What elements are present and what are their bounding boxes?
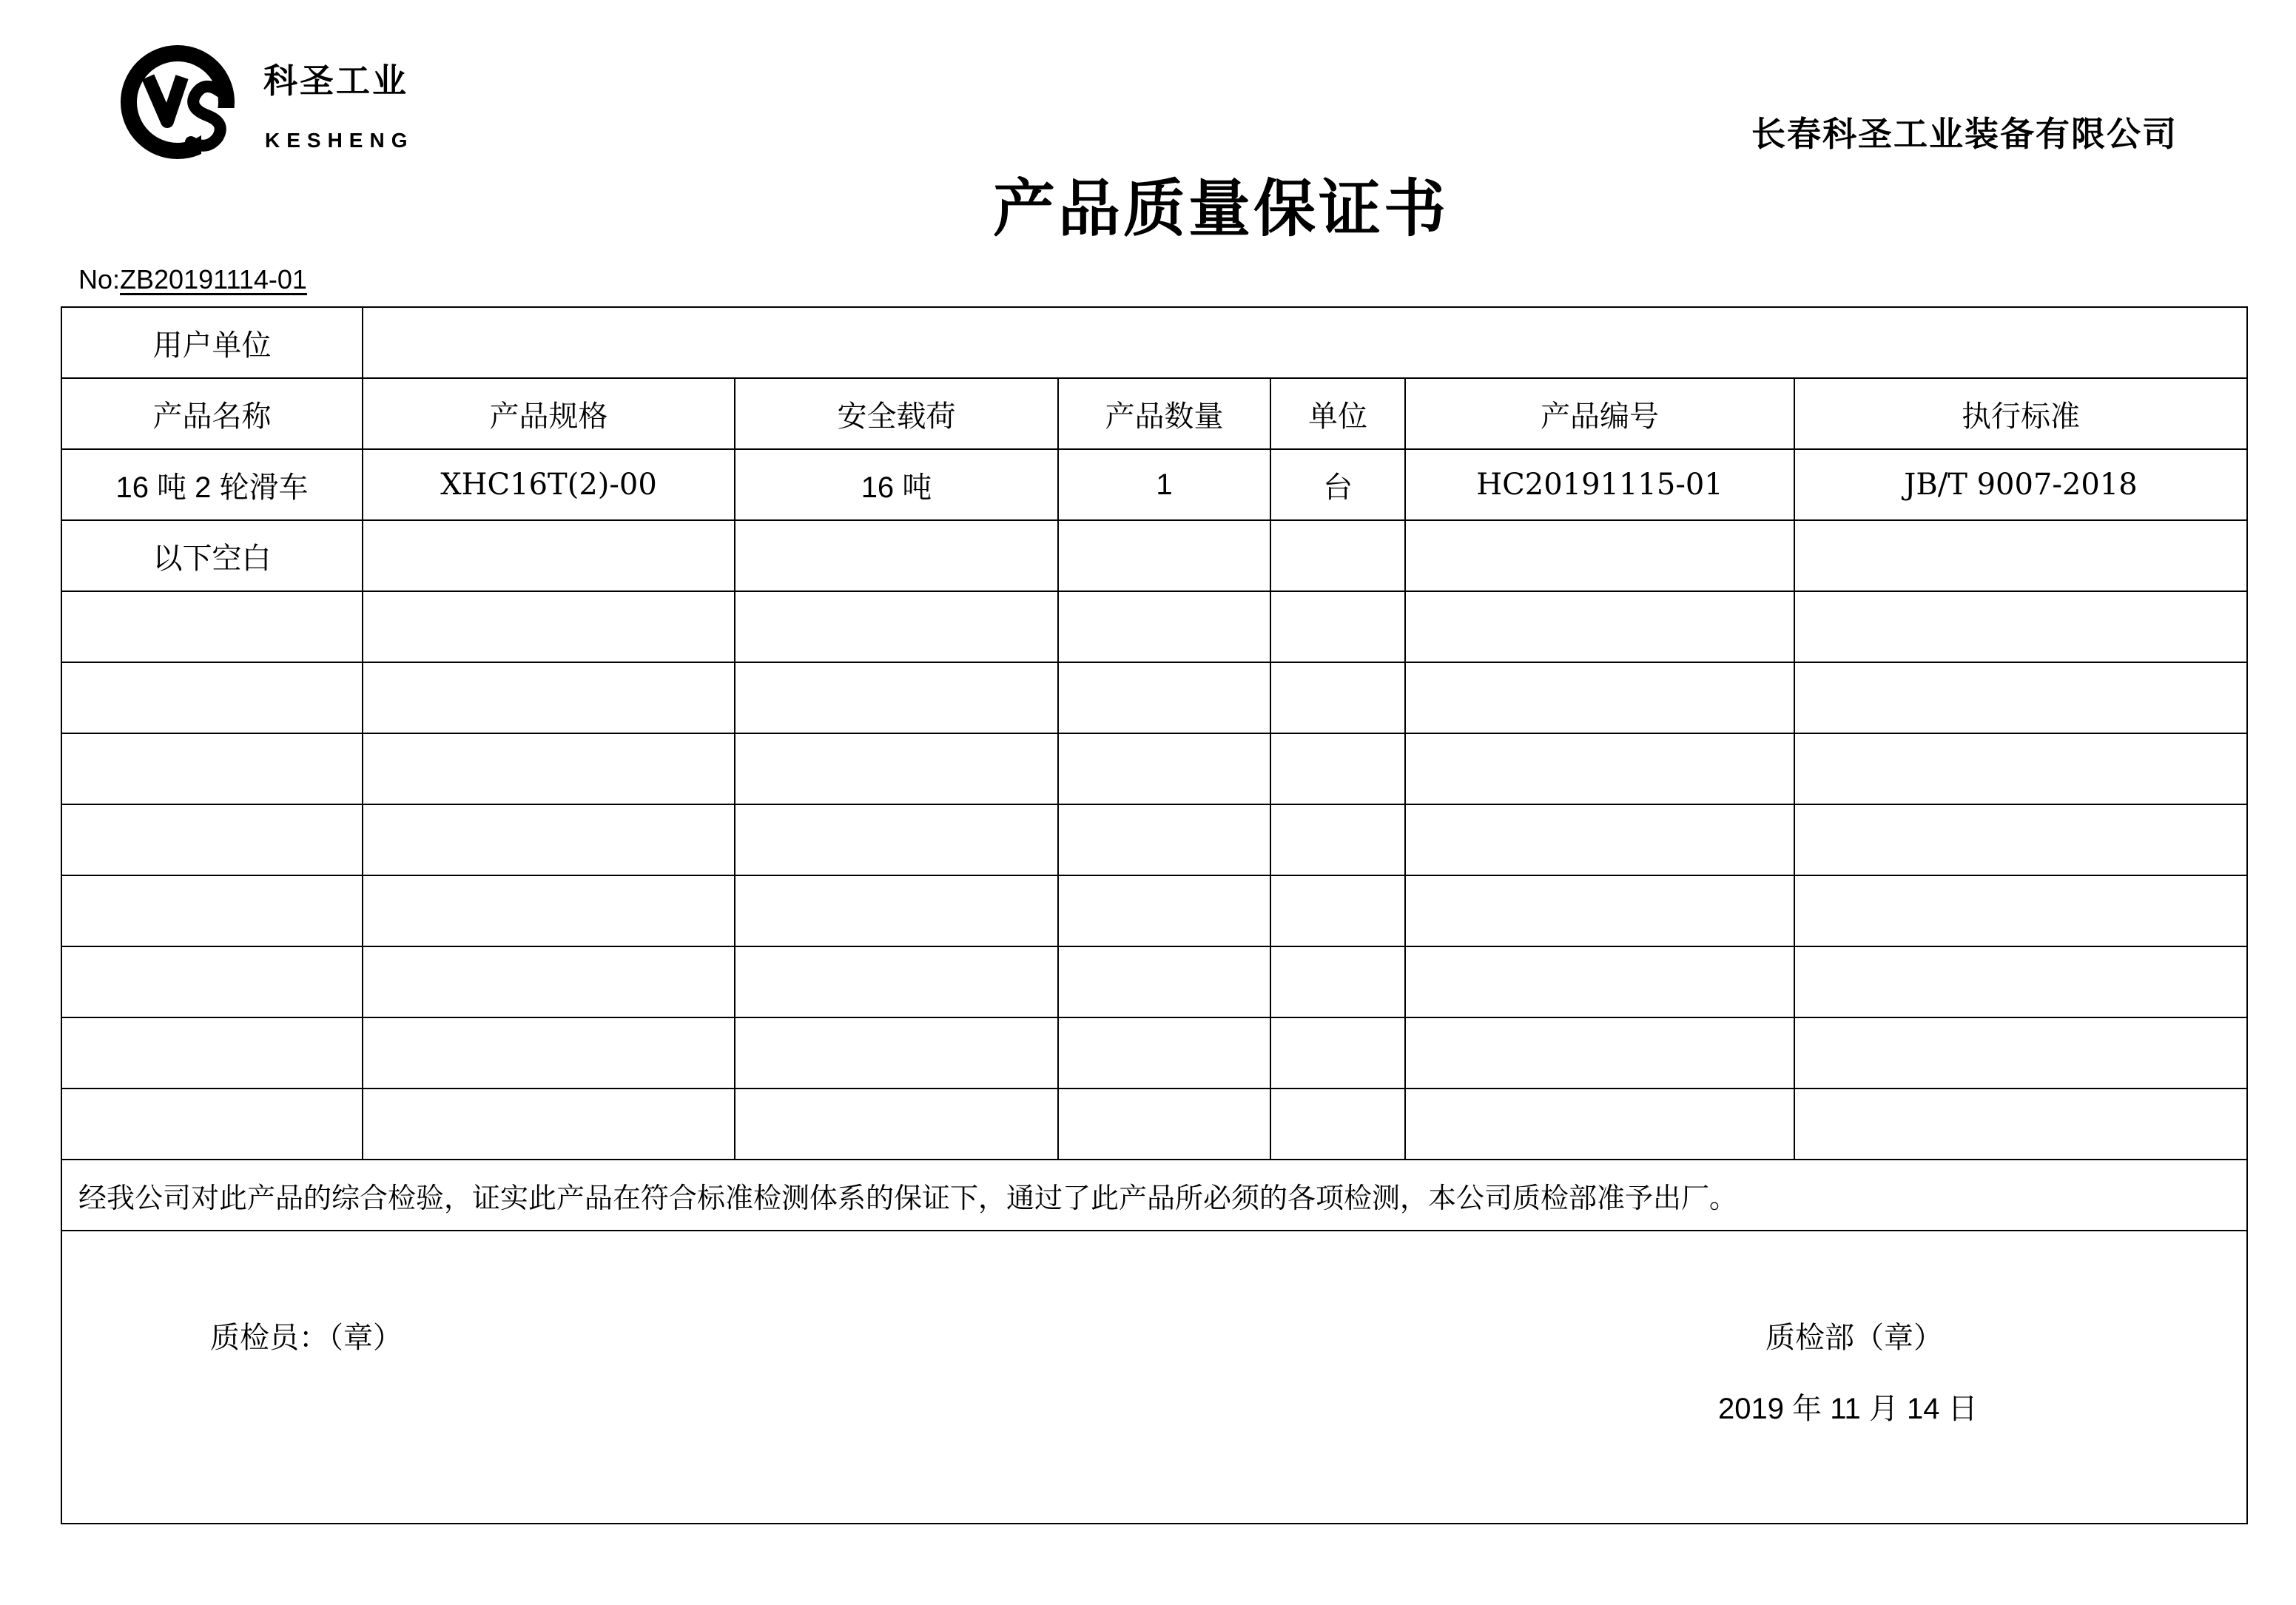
document-number (78, 266, 307, 293)
safe-load-cell (735, 875, 1058, 946)
unit-cell (1270, 662, 1405, 733)
product-number-cell (1405, 946, 1794, 1017)
table-row (61, 946, 2247, 1017)
standard-cell (1794, 662, 2247, 733)
document-number-label: No: (78, 264, 121, 295)
quantity-cell (1058, 946, 1270, 1017)
quality-certificate-table (61, 306, 2248, 1524)
quantity-cell (1058, 1017, 1270, 1088)
product-name-cell (61, 1088, 363, 1160)
column-header: 安全载荷 (735, 378, 1058, 449)
product-name-cell (61, 875, 363, 946)
company-name: 长春科圣工业装备有限公司 (1751, 115, 2178, 153)
product-number-cell (1405, 804, 1794, 875)
unit-cell (1270, 733, 1405, 804)
column-header: 产品规格 (363, 378, 735, 449)
product-spec-cell (363, 1088, 735, 1160)
product-number-cell: HC20191115-01 (1405, 449, 1794, 520)
brand-name-en: KESHENG (265, 129, 414, 152)
column-header: 产品名称 (61, 378, 363, 449)
product-name-cell (61, 591, 363, 662)
product-spec-cell (363, 662, 735, 733)
quantity-cell (1058, 733, 1270, 804)
quantity-cell (1058, 591, 1270, 662)
quantity-cell (1058, 662, 1270, 733)
quantity-cell (1058, 875, 1270, 946)
standard-cell (1794, 733, 2247, 804)
product-spec-cell (363, 520, 735, 591)
quantity-cell (1058, 804, 1270, 875)
column-header: 产品数量 (1058, 378, 1270, 449)
standard-cell (1794, 1017, 2247, 1088)
safe-load-cell (735, 662, 1058, 733)
unit-cell (1270, 875, 1405, 946)
safe-load-cell (735, 804, 1058, 875)
product-number-cell (1405, 1017, 1794, 1088)
inspector-signature-label: 质检员：（章） (210, 1321, 403, 1355)
signature-area (61, 1231, 2247, 1524)
product-spec-cell (363, 591, 735, 662)
product-name-cell (61, 733, 363, 804)
product-number-cell (1405, 1088, 1794, 1160)
table-row (61, 520, 2247, 591)
column-header: 单位 (1270, 378, 1405, 449)
product-number-cell (1405, 662, 1794, 733)
product-spec-cell (363, 804, 735, 875)
product-name-cell (61, 1017, 363, 1088)
safe-load-cell (735, 591, 1058, 662)
unit-cell (1270, 1017, 1405, 1088)
product-number-cell (1405, 875, 1794, 946)
unit-cell (1270, 804, 1405, 875)
standard-cell (1794, 804, 2247, 875)
quantity-cell (1058, 1088, 1270, 1160)
standard-cell (1794, 875, 2247, 946)
product-name-cell (61, 946, 363, 1017)
customer-label: 用户单位 (61, 307, 363, 378)
safe-load-cell (735, 520, 1058, 591)
customer-row (61, 307, 2247, 378)
inspection-statement: 经我公司对此产品的综合检验，证实此产品在符合标准检测体系的保证下，通过了此产品所必须的各项检测，本公司质检部准予出厂。 (61, 1160, 2247, 1231)
product-spec-cell (363, 1017, 735, 1088)
product-name-cell (61, 804, 363, 875)
product-spec-cell (363, 733, 735, 804)
safe-load-cell (735, 946, 1058, 1017)
product-name-cell: 以下空白 (61, 520, 363, 591)
safe-load-cell: 16 吨 (735, 449, 1058, 520)
unit-cell (1270, 946, 1405, 1017)
standard-cell (1794, 591, 2247, 662)
safe-load-cell (735, 1088, 1058, 1160)
table-row (61, 875, 2247, 946)
table-row (61, 804, 2247, 875)
unit-cell: 台 (1270, 449, 1405, 520)
table-row (61, 449, 2247, 520)
product-number-cell (1405, 591, 1794, 662)
quantity-cell: 1 (1058, 449, 1270, 520)
standard-cell (1794, 520, 2247, 591)
document-number-value: ZB20191114-01 (120, 264, 307, 295)
safe-load-cell (735, 1017, 1058, 1088)
product-name-cell (61, 662, 363, 733)
certificate-date: 2019 年 11 月 14 日 (1718, 1393, 1978, 1425)
table-row (61, 733, 2247, 804)
brand-name-cn: 科圣工业 (263, 61, 408, 100)
column-header: 产品编号 (1405, 378, 1794, 449)
document-title: 产品质量保证书 (992, 174, 1449, 243)
column-header: 执行标准 (1794, 378, 2247, 449)
table-header-row (61, 378, 2247, 449)
quantity-cell (1058, 520, 1270, 591)
product-spec-cell (363, 946, 735, 1017)
qc-department-signature-label: 质检部（章） (1765, 1321, 1943, 1355)
product-name-cell: 16 吨 2 轮滑车 (61, 449, 363, 520)
standard-cell: JB/T 9007-2018 (1794, 449, 2247, 520)
table-row (61, 662, 2247, 733)
unit-cell (1270, 591, 1405, 662)
safe-load-cell (735, 733, 1058, 804)
table-row (61, 591, 2247, 662)
unit-cell (1270, 520, 1405, 591)
standard-cell (1794, 946, 2247, 1017)
product-spec-cell (363, 875, 735, 946)
statement-row (61, 1160, 2247, 1231)
standard-cell (1794, 1088, 2247, 1160)
table-row (61, 1088, 2247, 1160)
product-number-cell (1405, 520, 1794, 591)
unit-cell (1270, 1088, 1405, 1160)
table-row (61, 1017, 2247, 1088)
kesheng-logo-icon (118, 43, 237, 161)
signature-row (61, 1231, 2247, 1524)
customer-value-field[interactable] (363, 307, 2247, 378)
product-number-cell (1405, 733, 1794, 804)
product-spec-cell: XHC16T(2)-00 (363, 449, 735, 520)
